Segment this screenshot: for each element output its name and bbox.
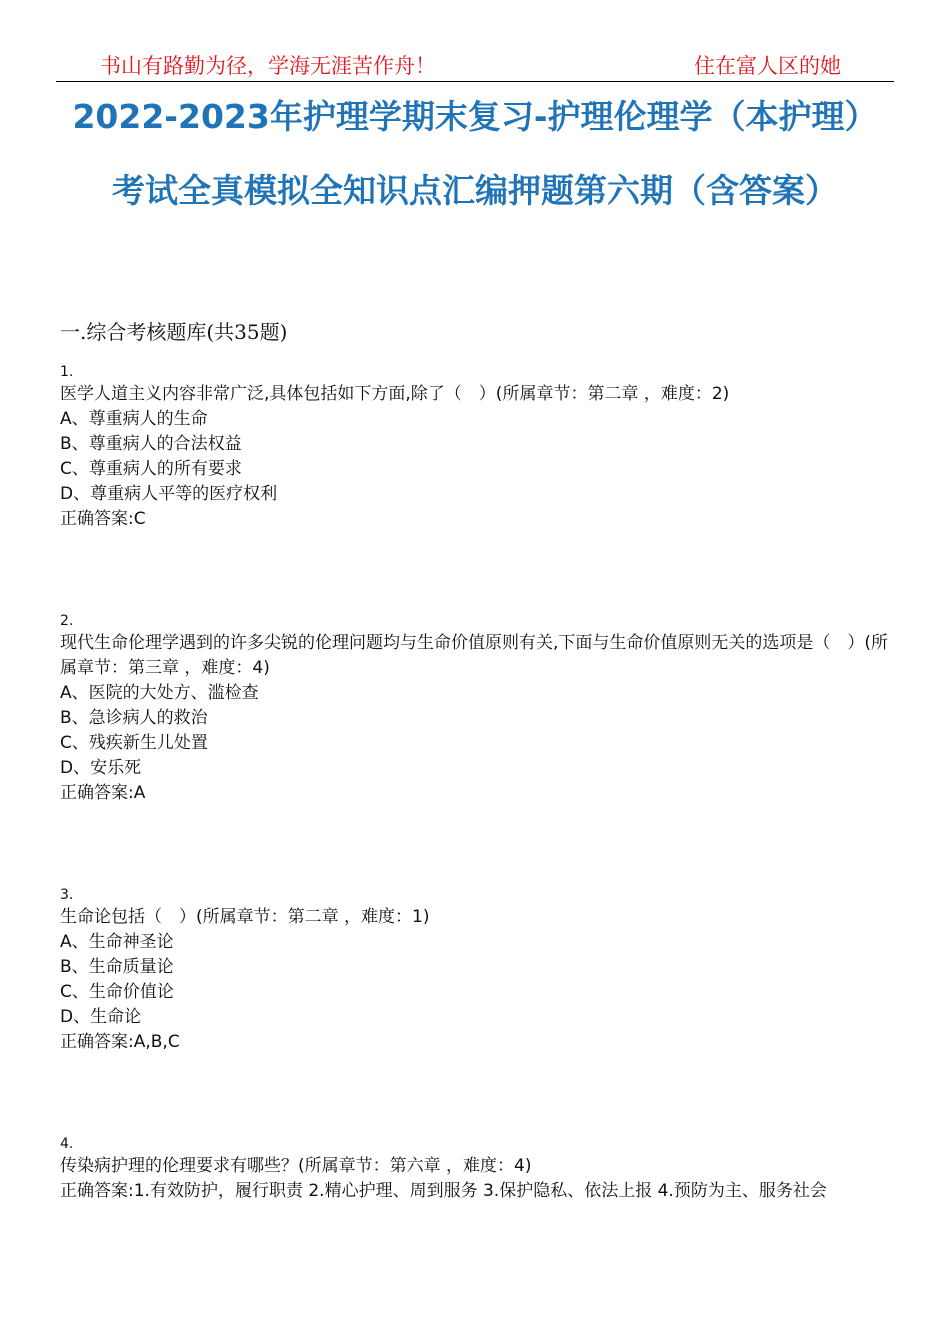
option-d: D、尊重病人平等的医疗权利 (60, 484, 278, 504)
option-b: B、生命质量论 (60, 957, 174, 977)
question-stem: 医学人道主义内容非常广泛,具体包括如下方面,除了（ ）(所属章节：第二章 ，难度：2) (60, 384, 730, 404)
question-3 (60, 885, 894, 1055)
option-d: D、安乐死 (60, 758, 142, 778)
question-stem: 传染病护理的伦理要求有哪些？(所属章节：第六章 ，难度：4) (60, 1156, 532, 1176)
option-c: C、生命价值论 (60, 982, 174, 1002)
option-a: A、医院的大处方、滥检查 (60, 683, 259, 703)
header-motto-left: 书山有路勤为径，学海无涯苦作舟！ (100, 54, 436, 78)
question-4 (60, 1134, 894, 1204)
question-number: 4. (60, 1136, 74, 1152)
option-b: B、急诊病人的救治 (60, 708, 208, 728)
answer: 正确答案:1.有效防护，履行职责 2.精心护理、周到服务 3.保护隐私、依法上报 4.预防为主、服务社会 (60, 1181, 827, 1201)
question-1 (60, 362, 894, 532)
question-stem: 现代生命伦理学遇到的许多尖锐的伦理问题均与生命价值原则有关,下面与生命价值原则无关的选项是（ ）(所属章节：第三章 ，难度：4) (60, 633, 889, 678)
question-number: 1. (60, 364, 74, 380)
answer: 正确答案:A (60, 783, 146, 803)
option-c: C、残疾新生儿处置 (60, 733, 208, 753)
option-a: A、尊重病人的生命 (60, 409, 208, 429)
section-title: 一.综合考核题库(共35题) (60, 320, 288, 344)
option-d: D、生命论 (60, 1007, 142, 1027)
answer: 正确答案:C (60, 509, 146, 529)
document-title: 2022-2023年护理学期末复习-护理伦理学（本护理）考试全真模拟全知识点汇编押题第六期（含答案） (72, 97, 878, 210)
question-2 (60, 611, 894, 806)
option-c: C、尊重病人的所有要求 (60, 459, 242, 479)
question-stem: 生命论包括（ ）(所属章节：第二章 ，难度：1) (60, 907, 430, 927)
header-motto-right: 住在富人区的她 (694, 54, 841, 78)
question-number: 2. (60, 613, 74, 629)
question-number: 3. (60, 887, 74, 903)
option-a: A、生命神圣论 (60, 932, 174, 952)
option-b: B、尊重病人的合法权益 (60, 434, 242, 454)
answer: 正确答案:A,B,C (60, 1032, 180, 1052)
